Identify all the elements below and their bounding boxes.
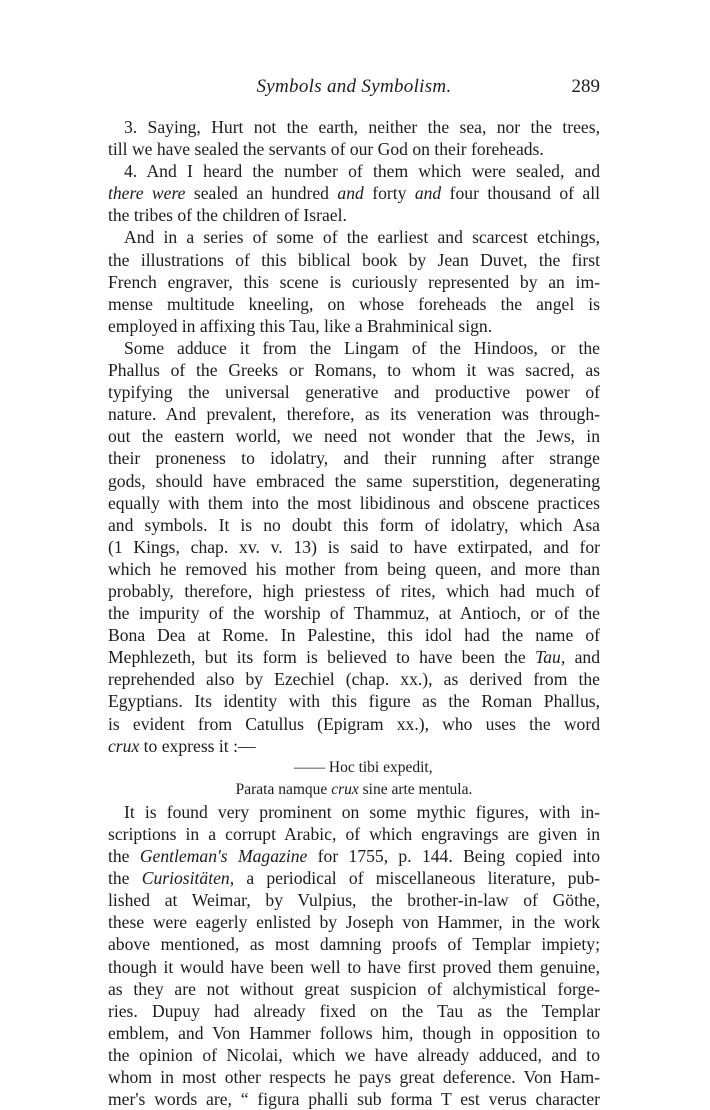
running-title: Symbols and Symbolism. (256, 76, 452, 97)
text-run: four thousand of all (441, 183, 600, 204)
text-line: is evident from Catullus (Epigram xx.), who uses the word (108, 713, 600, 734)
text-line: which he removed his mother from being queen, and more than (108, 558, 600, 579)
text-run: to express it :— (139, 735, 256, 756)
text-line (108, 779, 600, 801)
text-line: reprehended also by Ezechiel (chap. xx.), as derived from the (108, 669, 600, 690)
text-line: mer's words are, “ figura phalli sub forma T est verus character (108, 1089, 600, 1110)
text-line: till we have sealed the servants of our God on their foreheads. (108, 139, 544, 160)
text-line: 4. And I heard the number of them which were sealed, and (124, 161, 600, 182)
text-run: the (108, 846, 140, 867)
page-number: 289 (571, 76, 600, 97)
text-run: sine arte mentula. (358, 780, 473, 798)
text-line: above mentioned, as most damning proofs of Templar impiety; (108, 934, 600, 955)
text-line: probably, therefore, high priestess of rites, which had much of (108, 580, 600, 601)
text-line: Some adduce it from the Lingam of the Hindoos, or the (124, 337, 600, 358)
text-line: typifying the universal generative and productive power of (108, 382, 600, 403)
text-run: Parata namque (235, 780, 332, 798)
text-run: the (108, 868, 142, 889)
italic-text: crux (331, 780, 359, 798)
text-line (108, 646, 600, 668)
text-line: 3. Saying, Hurt not the earth, neither the sea, nor the trees, (124, 117, 600, 137)
text-run: Mephlezeth, but its form is believed to have been the (108, 647, 536, 668)
italic-text: Curiositäten, (141, 868, 235, 889)
text-run: and (565, 647, 600, 668)
text-line: the opinion of Nicolai, which we have already adduced, and to (108, 1044, 600, 1065)
text-line: the impurity of the worship of Thammuz, at Antioch, or of the (108, 603, 600, 624)
text-line: as they are not without great suspicion of alchymistical forge- (108, 978, 600, 999)
text-line: nature. And prevalent, therefore, as its veneration was through- (108, 404, 600, 425)
text-line: mense multitude kneeling, on whose foreheads the angel is (108, 293, 600, 314)
text-line: equally with them into the most libidinous and obscene practices (108, 492, 600, 513)
italic-text: and (337, 183, 364, 204)
text-line: lished at Weimar, by Vulpius, the brother-in-law of Göthe, (108, 890, 600, 911)
text-line: and symbols. It is no doubt this form of idolatry, which Asa (108, 514, 600, 535)
text-run: forty (363, 183, 415, 204)
text-line: the tribes of the children of Israel. (108, 205, 347, 226)
italic-text: Tau, (535, 647, 566, 668)
text-line: —— Hoc tibi expedit, (294, 758, 433, 776)
text-line (108, 845, 600, 867)
text-line: And in a series of some of the earliest and scarcest etchings, (124, 227, 600, 248)
text-line: French engraver, this scene is curiously represented by an im- (108, 271, 600, 292)
italic-text: Gentleman's Magazine (139, 846, 308, 867)
italic-text: crux (108, 735, 140, 756)
italic-text: there were (108, 183, 186, 204)
text-line: It is found very prominent on some mythic figures, with in- (124, 801, 600, 822)
text-line: (1 Kings, chap. xv. v. 13) is said to have extirpated, and for (108, 536, 600, 557)
text-line: Egyptians. Its identity with this figure as the Roman Phallus, (108, 691, 600, 712)
text-line: ries. Dupuy had already fixed on the Tau as the Templar (108, 1000, 600, 1021)
text-line (108, 867, 600, 889)
text-line: employed in affixing this Tau, like a Brahminical sign. (108, 315, 493, 336)
text-line: Phallus of the Greeks or Romans, to whom it was sacred, as (108, 360, 600, 381)
text-line: Bona Dea at Rome. In Palestine, this idol had the name of (108, 625, 600, 646)
text-line: out the eastern world, we need not wonder that the Jews, in (108, 426, 600, 447)
page-header (108, 76, 600, 104)
text-run: a periodical of miscellaneous literature, pub- (234, 868, 600, 889)
text-line: though it would have been well to have first proved them genuine, (108, 956, 600, 977)
body-text (108, 116, 600, 1110)
text-line: emblem, and Von Hammer follows him, though in opposition to (108, 1022, 600, 1043)
text-line: gods, should have embraced the same superstition, degenerating (108, 470, 600, 491)
text-run: sealed an hundred (185, 183, 338, 204)
text-line (108, 182, 600, 204)
text-run: for 1755, p. 144. Being copied into (307, 846, 601, 867)
text-line (108, 735, 600, 757)
text-line: scriptions in a corrupt Arabic, of which engravings are given in (108, 824, 600, 844)
text-line: the illustrations of this biblical book by Jean Duvet, the first (108, 249, 600, 270)
text-line: whom in most other respects he pays great deference. Von Ham- (108, 1067, 600, 1088)
text-line: their proneness to idolatry, and their running after strange (108, 448, 600, 469)
text-line: these were eagerly enlisted by Joseph von Hammer, in the work (108, 912, 600, 933)
italic-text: and (414, 183, 442, 204)
